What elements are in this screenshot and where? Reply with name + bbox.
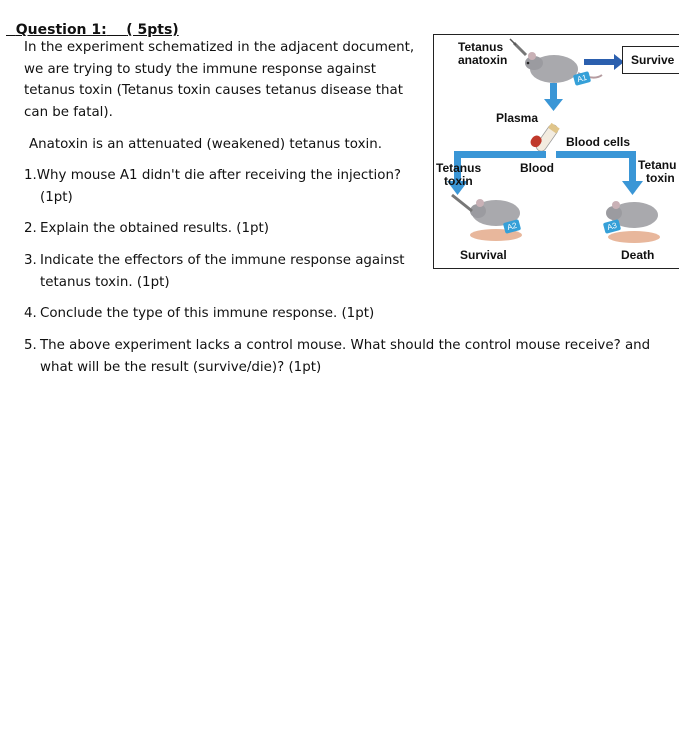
question-label: Question 1: xyxy=(15,22,107,38)
question-text: (1pt) xyxy=(40,189,73,205)
label-line: Tetanus xyxy=(436,161,482,175)
blood-tube-icon xyxy=(529,123,560,153)
label-line: Tetanus xyxy=(458,40,504,54)
label-tetanus-toxin-right xyxy=(638,159,676,185)
question-number: 2. xyxy=(24,221,37,236)
anatoxin-note: Anatoxin is an attenuated (weakened) tetanus toxin. xyxy=(29,137,382,152)
label-survival: Survival xyxy=(460,248,507,262)
syringe-icon xyxy=(510,39,526,55)
intro-line: In the experiment schematized in the adjacent document, xyxy=(24,40,415,55)
intro-paragraph xyxy=(24,37,414,123)
label-line: toxin xyxy=(444,174,473,188)
question-text: Why mouse A1 didn't die after receiving the injection? xyxy=(36,168,402,183)
question-text: Explain the obtained results. (1pt) xyxy=(40,221,269,236)
arrow-down-to-tube xyxy=(544,83,563,111)
question-points: ( 5pts) xyxy=(126,22,179,38)
label-death: Death xyxy=(621,248,655,262)
question-item-1 xyxy=(24,165,401,208)
question-number: 1. xyxy=(24,168,37,183)
question-text: tetanus toxin. (1pt) xyxy=(40,274,170,290)
survive-box: Survive xyxy=(622,46,679,74)
mouse-a1-icon xyxy=(525,52,602,83)
mouse-tag-a1: A1 xyxy=(573,71,591,86)
mouse-a2-icon xyxy=(452,195,522,241)
arrow-to-survive xyxy=(584,54,624,70)
label-blood-cells: Blood cells xyxy=(566,135,631,149)
label-plasma: Plasma xyxy=(496,111,539,125)
label-tetanus-toxin-left xyxy=(436,162,481,188)
experiment-diagram xyxy=(433,34,679,269)
intro-line: we are trying to study the immune response against xyxy=(24,61,377,77)
question-number: 4. xyxy=(24,306,37,321)
label-blood: Blood xyxy=(520,161,554,175)
question-text: Conclude the type of this immune response. (1pt) xyxy=(40,306,375,321)
mouse-tag-a2: A2 xyxy=(503,219,521,234)
arrow-cells-to-right xyxy=(556,151,643,195)
question-item-5 xyxy=(24,335,650,378)
label-line: Tetanu xyxy=(638,158,677,172)
label-tetanus-anatoxin xyxy=(458,41,507,67)
label-line: anatoxin xyxy=(458,53,508,67)
question-header xyxy=(6,6,179,38)
question-text: Indicate the effectors of the immune response against xyxy=(40,253,405,268)
question-item-4 xyxy=(24,303,374,325)
intro-line: can be fatal). xyxy=(24,104,113,120)
question-number: 3. xyxy=(24,253,37,268)
label-line: toxin xyxy=(646,171,675,185)
question-item-3 xyxy=(24,250,405,293)
question-text: The above experiment lacks a control mouse. What should the control mouse receive? and xyxy=(40,338,651,353)
mouse-tag-a3: A3 xyxy=(603,219,621,234)
question-item-2 xyxy=(24,218,269,240)
question-number: 5. xyxy=(24,338,37,353)
question-text: what will be the result (survive/die)? (1pt) xyxy=(40,359,322,375)
intro-line: tetanus toxin (Tetanus toxin causes tetanus disease that xyxy=(24,83,403,98)
